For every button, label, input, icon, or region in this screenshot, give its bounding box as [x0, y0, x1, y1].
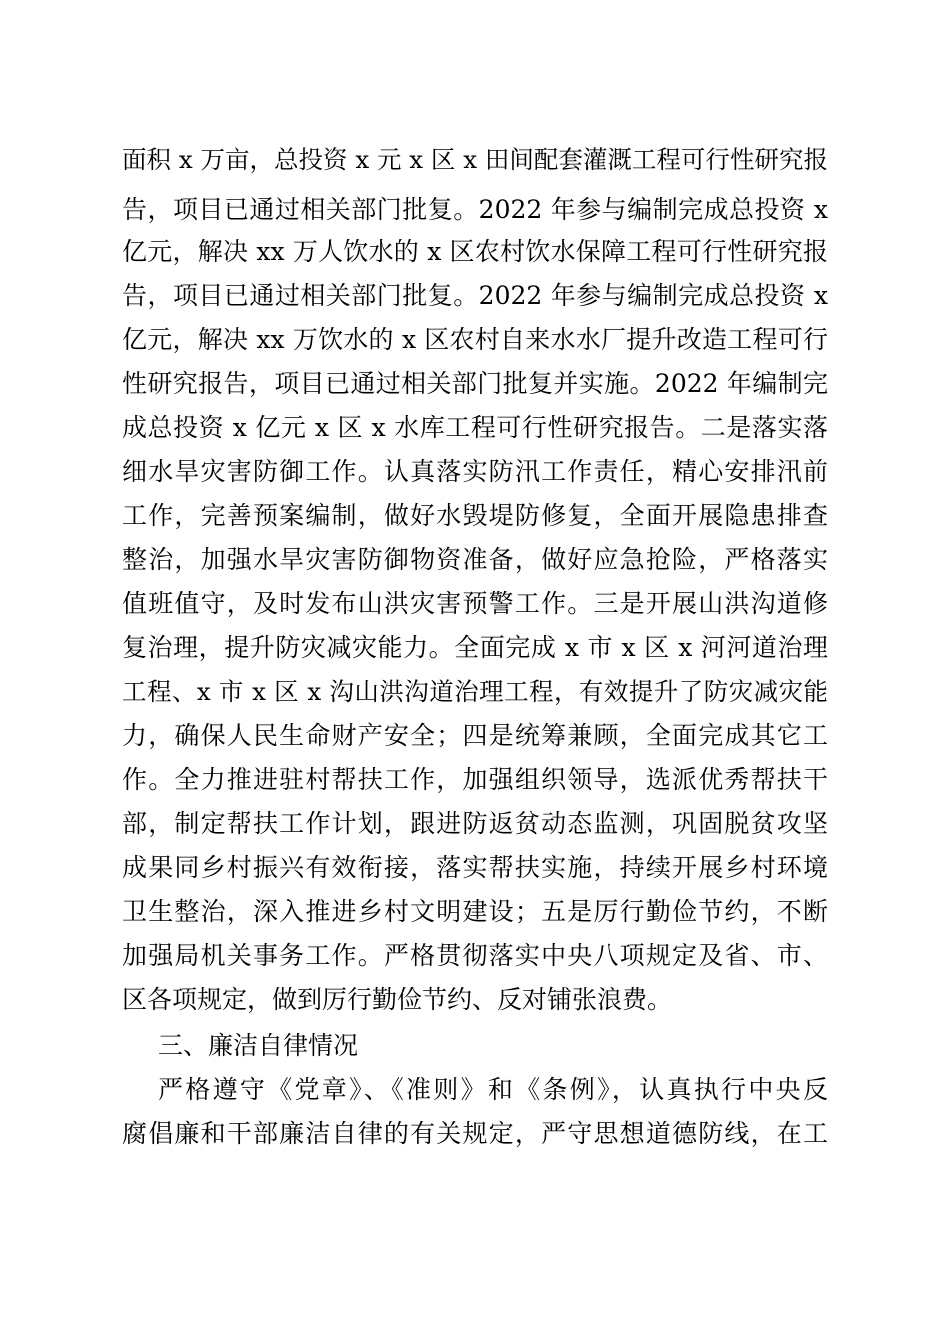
- body-line-6: 性研究报告，项目已通过相关部门批复并实施。2022 年编制完: [122, 369, 828, 398]
- body-line-5: 亿元，解决 xx 万饮水的 x 区农村自来水水厂提升改造工程可行: [122, 325, 828, 354]
- section-line-1: 严格遵守《党章》、《准则》和《条例》，认真执行中央反: [158, 1075, 828, 1104]
- body-line-10: 整治，加强水旱灾害防御物资准备，做好应急抢险，严格落实: [122, 545, 828, 574]
- body-line-2: 告，项目已通过相关部门批复。2022 年参与编制完成总投资 x: [122, 195, 828, 224]
- section-heading: 三、廉洁自律情况: [158, 1031, 359, 1060]
- body-line-9: 工作，完善预案编制，做好水毁堤防修复，全面开展隐患排查: [122, 501, 828, 530]
- body-line-3: 亿元，解决 xx 万人饮水的 x 区农村饮水保障工程可行性研究报: [122, 237, 828, 266]
- body-line-11: 值班值守，及时发布山洪灾害预警工作。三是开展山洪沟道修: [122, 589, 828, 618]
- body-line-13: 工程、x 市 x 区 x 沟山洪沟道治理工程，有效提升了防灾减灾能: [122, 677, 828, 706]
- body-line-19: 加强局机关事务工作。严格贯彻落实中央八项规定及省、市、: [122, 941, 828, 970]
- body-line-7: 成总投资 x 亿元 x 区 x 水库工程可行性研究报告。二是落实落: [122, 413, 828, 442]
- body-line-16: 部，制定帮扶工作计划，跟进防返贫动态监测，巩固脱贫攻坚: [122, 809, 828, 838]
- body-line-4: 告，项目已通过相关部门批复。2022 年参与编制完成总投资 x: [122, 281, 828, 310]
- body-line-15: 作。全力推进驻村帮扶工作，加强组织领导，选派优秀帮扶干: [122, 765, 828, 794]
- body-line-18: 卫生整治，深入推进乡村文明建设；五是厉行勤俭节约，不断: [122, 897, 828, 926]
- body-line-14: 力，确保人民生命财产安全；四是统筹兼顾，全面完成其它工: [122, 721, 828, 750]
- section-line-2: 腐倡廉和干部廉洁自律的有关规定，严守思想道德防线，在工: [122, 1119, 828, 1148]
- body-line-8: 细水旱灾害防御工作。认真落实防汛工作责任，精心安排汛前: [122, 457, 828, 486]
- body-line-20: 区各项规定，做到厉行勤俭节约、反对铺张浪费。: [122, 985, 673, 1014]
- body-line-12: 复治理，提升防灾减灾能力。全面完成 x 市 x 区 x 河河道治理: [122, 633, 828, 662]
- body-line-17: 成果同乡村振兴有效衔接，落实帮扶实施，持续开展乡村环境: [122, 853, 828, 882]
- body-line-1: 面积 x 万亩，总投资 x 元 x 区 x 田间配套灌溉工程可行性研究报: [122, 145, 828, 174]
